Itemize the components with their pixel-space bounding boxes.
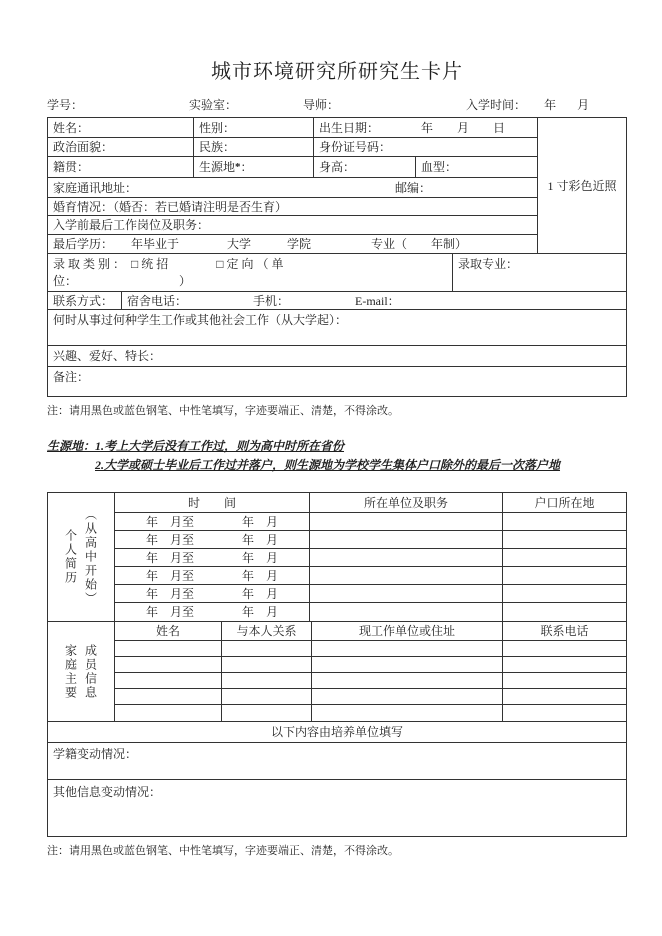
enroll-time-label: 入学时间：: [466, 98, 527, 112]
family-relation-cell: [222, 641, 312, 657]
postcode-label: 邮编：: [395, 180, 432, 195]
unit-cell: [310, 549, 503, 567]
family-phone-cell: [503, 641, 626, 657]
residence-cell: [503, 549, 626, 567]
time-range-cell: 年 月至 年 月: [115, 531, 310, 549]
residence-cell: [503, 531, 626, 549]
hobbies-field-cell: 兴趣、爱好、特长：: [53, 349, 162, 363]
advisor-label: 导师：: [303, 98, 340, 112]
family-row: [115, 705, 626, 721]
blood-type-field-cell: 血型：: [416, 157, 537, 178]
unit-cell: [310, 567, 503, 585]
resume-row: [115, 585, 626, 603]
page-title: 城市环境研究所研究生卡片: [211, 61, 463, 83]
fill-instruction-note-top: 注：请用黑色或蓝色钢笔、中性笔填写，字迹要端正、清楚，不得涂改。: [47, 405, 399, 417]
origin-note-line1: 生源地：1.考上大学后没有工作过，则为高中时所在省份: [47, 439, 345, 453]
other-change-field-cell: 其他信息变动情况：: [53, 785, 162, 799]
unit-cell: [310, 531, 503, 549]
family-relation-cell: [222, 673, 312, 689]
lab-label: 实验室：: [189, 98, 238, 112]
unit-column-header: 所在单位及职务: [310, 493, 503, 513]
time-range-cell: 年 月至 年 月: [115, 549, 310, 567]
home-address-field-cell: 家庭通讯地址： 邮编：: [53, 180, 432, 195]
unit-fill-banner: 以下内容由培养单位填写: [270, 725, 403, 739]
status-change-field-cell: 学籍变动情况：: [53, 747, 138, 761]
family-workplace-cell: [312, 641, 503, 657]
native-place-field-cell: 籍贯：: [48, 157, 194, 178]
family-name-cell: [115, 641, 222, 657]
last-degree-field-cell: 最后学历： 年毕业于 大学 学院 专业（ 年制）: [53, 237, 468, 251]
family-row: [115, 657, 626, 673]
admission-type-line2: 位： ）: [53, 274, 192, 288]
family-members-section: [48, 622, 626, 722]
family-row: [115, 689, 626, 705]
time-range-cell: 年 月至 年 月: [115, 585, 310, 603]
family-relation-cell: [222, 689, 312, 705]
family-phone-cell: [503, 673, 626, 689]
family-name-cell: [115, 657, 222, 673]
time-column-header: 时 间: [115, 493, 310, 513]
personal-resume-section: [48, 493, 626, 622]
family-workplace-cell: [312, 657, 503, 673]
time-range-cell: 年 月至 年 月: [115, 567, 310, 585]
unit-cell: [310, 513, 503, 531]
time-range-cell: 年 月至 年 月: [115, 513, 310, 531]
unit-cell: [310, 585, 503, 603]
family-members-vertical-label: 家庭主要 成员信息: [48, 622, 115, 721]
family-phone-cell: [503, 705, 626, 721]
pre-enroll-job-field-cell: 入学前最后工作岗位及职务：: [53, 218, 210, 232]
basic-info-table: [47, 117, 627, 397]
ethnicity-field-cell: 民族：: [194, 138, 314, 157]
family-workplace-cell: [312, 673, 503, 689]
student-id-label: 学号：: [47, 98, 84, 112]
residence-cell: [503, 513, 626, 531]
family-name-cell: [115, 689, 222, 705]
resume-family-table: [47, 492, 627, 837]
name-field-cell: 姓名：: [48, 118, 194, 138]
height-field-cell: 身高：: [314, 157, 416, 178]
basic-info-top-section: [48, 118, 626, 254]
contact-detail-cell: 宿舍电话： 手机： E-mail：: [122, 292, 626, 310]
birth-date-field-cell: 出生日期： 年 月 日: [314, 118, 537, 138]
gender-field-cell: 性别：: [194, 118, 314, 138]
family-workplace-cell: [312, 705, 503, 721]
enroll-month-label: 月: [577, 98, 590, 112]
family-name-header: 姓名: [115, 622, 222, 641]
family-relation-cell: [222, 657, 312, 673]
residence-column-header: 户口所在地: [503, 493, 626, 513]
admission-type-field-cell: [48, 254, 453, 292]
header-line: [47, 97, 627, 113]
form-page: [47, 0, 627, 858]
enroll-year-label: 年: [544, 98, 557, 112]
political-status-field-cell: 政治面貌：: [48, 138, 194, 157]
family-relation-cell: [222, 705, 312, 721]
admission-major-field-cell: 录取专业：: [453, 254, 626, 292]
resume-row: [115, 513, 626, 531]
unit-cell: [310, 603, 503, 621]
admission-type-line1: 录 取 类 别 ： □ 统 招 □ 定 向 （ 单: [53, 257, 284, 271]
origin-place-note: [47, 437, 627, 475]
family-phone-cell: [503, 689, 626, 705]
family-relation-header: 与本人关系: [222, 622, 312, 641]
time-range-cell: 年 月至 年 月: [115, 603, 310, 621]
family-phone-header: 联系电话: [503, 622, 626, 641]
social-work-field-cell: 何时从事过何种学生工作或其他社会工作（从大学起）：: [53, 313, 348, 327]
resume-row: [115, 549, 626, 567]
resume-row: [115, 567, 626, 585]
resume-row: [115, 531, 626, 549]
contact-label-cell: 联系方式：: [48, 292, 122, 310]
residence-cell: [503, 585, 626, 603]
family-name-cell: [115, 673, 222, 689]
id-number-field-cell: 身份证号码：: [314, 138, 537, 157]
family-name-cell: [115, 705, 222, 721]
residence-cell: [503, 567, 626, 585]
family-workplace-cell: [312, 689, 503, 705]
personal-resume-vertical-label: 个人简历 （从高中开始）: [48, 493, 115, 621]
photo-placeholder-cell: 1 寸彩色近照: [547, 179, 617, 193]
family-workplace-header: 现工作单位或住址: [312, 622, 503, 641]
resume-row: [115, 603, 626, 621]
fill-instruction-note-bottom: 注：请用黑色或蓝色钢笔、中性笔填写，字迹要端正、清楚，不得涂改。: [47, 845, 399, 857]
origin-note-line2: 2.大学或硕士毕业后工作过并落户，则生源地为学校学生集体户口除外的最后一次落户地: [95, 458, 561, 472]
origin-asterisk: *: [235, 161, 241, 173]
residence-cell: [503, 603, 626, 621]
remarks-field-cell: 备注：: [53, 370, 90, 384]
marriage-status-field-cell: 婚育情况：（婚否：若已婚请注明是否生育）: [53, 199, 288, 214]
origin-place-field-cell: 生源地 * ：: [194, 157, 314, 178]
family-phone-cell: [503, 657, 626, 673]
family-row: [115, 673, 626, 689]
family-row: [115, 641, 626, 657]
